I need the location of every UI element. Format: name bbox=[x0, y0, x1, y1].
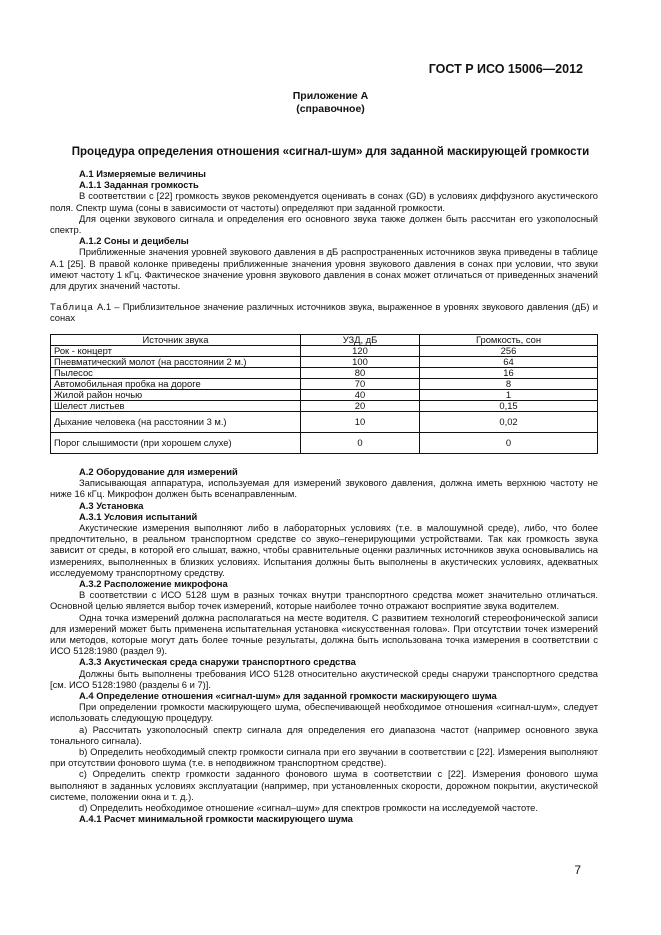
table-row bbox=[51, 401, 598, 412]
cell-loudness: 16 bbox=[420, 368, 598, 379]
cell-source: Порог слышимости (при хорошем слухе) bbox=[51, 433, 301, 454]
heading-a3: А.3 Установка bbox=[79, 499, 144, 511]
table-caption bbox=[50, 301, 598, 323]
table-caption-text: А.1 – Приблизительное значение различных источников звука, выраженное в уровнях звукового давления (дБ) и сонах bbox=[50, 301, 598, 324]
annex-title: Приложение А bbox=[292, 90, 369, 102]
cell-spl: 20 bbox=[301, 401, 420, 412]
heading-a3-2: А.3.2 Расположение микрофона bbox=[79, 578, 228, 590]
annex-heading bbox=[0, 90, 661, 116]
heading-a4-1: А.4.1 Расчет минимальной громкости маскирующего шума bbox=[79, 813, 353, 825]
list-item-d: d) Определить необходимое отношение «сигнал–шум» для спектров громкости на исследуемой частоте. bbox=[79, 802, 538, 814]
cell-source: Автомобильная пробка на дороге bbox=[51, 379, 301, 390]
list-item-a: a) Рассчитать узкополосный спектр сигнала для определения его диапазона частот (например основного звука тонального сигнала). bbox=[50, 723, 598, 746]
table-row bbox=[51, 368, 598, 379]
heading-a1-1: А.1.1 Заданная громкость bbox=[79, 179, 199, 191]
heading-a1: А.1 Измеряемые величины bbox=[79, 168, 206, 179]
table-row bbox=[51, 357, 598, 368]
column-header-source: Источник звука bbox=[51, 335, 301, 346]
annex-subtitle: (справочное) bbox=[296, 103, 365, 115]
list-item-b: b) Определить необходимый спектр громкости сигнала при его звучании в соответствии с [22]. Измерения выполняют при отсутствии фонового шума (т.е. в неподвижном транспортном средстве). bbox=[50, 746, 598, 769]
cell-spl: 100 bbox=[301, 357, 420, 368]
cell-source: Пневматический молот (на расстоянии 2 м.) bbox=[51, 357, 301, 368]
table-row bbox=[51, 390, 598, 401]
cell-spl: 0 bbox=[301, 433, 420, 454]
table-row bbox=[51, 346, 598, 357]
cell-spl: 10 bbox=[301, 412, 420, 433]
heading-a3-1: А.3.1 Условия испытаний bbox=[79, 510, 198, 522]
heading-a1-2: А.1.2 Соны и децибелы bbox=[79, 235, 189, 247]
paragraph: Одна точка измерений должна располагаться на месте водителя. С развитием технологий стереофонической записи для измерений может быть применена испытательная установка «искусственная голова». При отсутствии точек измерений или методов, которые могут дать более точные результаты, должна быть использована точка измерения в соответствии с bbox=[50, 611, 598, 646]
paragraph: При определении громкости маскирующего шума, обеспечивающей необходимое отношения «сигнал-шум», следует использовать следующую процедуру. bbox=[50, 701, 598, 724]
table-caption-label: Таблица bbox=[50, 301, 94, 313]
paragraph: Акустические измерения выполняют либо в лабораторных условиях (т.е. в малошумной среде), либо, что более предпочтительно, в реальном транспортном средстве со звуко–генерирующими устройствами. Так как громкость звука зависит от среды, в которой его слышат, важно, чтобы сравнительные оценки различных источников звука основывались на измерениях, выполненных в близких условиях. Испытания должны быть выполнены в акустических условиях, адекватных исследуемому транспортному средству. bbox=[50, 522, 598, 578]
paragraph: Должны быть выполнены требования ИСО 5128 относительно акустической среды снаружи транспортного средства [см. ИСО 5128:1980 (разделы 6 и 7)]. bbox=[50, 667, 598, 690]
cell-loudness: 8 bbox=[420, 379, 598, 390]
table-row bbox=[51, 433, 598, 454]
paragraph-end: ИСО 5128:1980 (раздел 9). bbox=[50, 645, 168, 657]
document-title: Процедура определения отношения «сигнал-шум» для заданной маскирующей громкости bbox=[71, 146, 590, 158]
cell-source: Дыхание человека (на расстоянии 3 м.) bbox=[51, 412, 301, 433]
paragraph: В соответствии с ИСО 5128 шум в разных точках внутри транспортного средства может значительно отличаться. Основной целью является выбор точек измерений, которые наиболее точно отражают восприятие звука водителем. bbox=[50, 589, 598, 612]
sound-sources-table bbox=[50, 334, 598, 454]
paragraph: В соответствии с [22] громкость звуков рекомендуется оценивать в сонах (GD) в условиях диффузного акустического поля. Спектр шума (соны в зависимости от частоты) определяют при заданной громкости. bbox=[50, 190, 598, 213]
paragraph: Для оценки звукового сигнала и определения его основного звука также должен быть рассчитан его узкополосный спектр. bbox=[50, 212, 598, 236]
cell-spl: 40 bbox=[301, 390, 420, 401]
standard-header: ГОСТ Р ИСО 15006—2012 bbox=[428, 62, 583, 76]
page-number: 7 bbox=[574, 863, 581, 877]
cell-spl: 80 bbox=[301, 368, 420, 379]
cell-loudness: 256 bbox=[420, 346, 598, 357]
heading-a3-3: А.3.3 Акустическая среда снаружи транспортного средства bbox=[79, 656, 356, 668]
section-a2-a4 bbox=[50, 466, 598, 825]
cell-source: Пылесос bbox=[51, 368, 301, 379]
cell-loudness: 1 bbox=[420, 390, 598, 401]
list-item-c: c) Определить спектр громкости заданного фонового шума в соответствии с [22]. Измерения фонового шума выполняют в заданных условиях эксплуатации (например, при установленных скорости, дорожном покрытии, акустической системе, положении окна и т. д.). bbox=[50, 768, 598, 802]
column-header-loudness: Громкость, сон bbox=[420, 335, 598, 346]
heading-a4: А.4 Определение отношения «сигнал-шум» для заданной громкости маскирующего шума bbox=[79, 690, 497, 702]
cell-loudness: 0 bbox=[420, 433, 598, 454]
table-row bbox=[51, 412, 598, 433]
table-row bbox=[51, 379, 598, 390]
cell-loudness: 0,15 bbox=[420, 401, 598, 412]
cell-source: Шелест листьев bbox=[51, 401, 301, 412]
cell-spl: 70 bbox=[301, 379, 420, 390]
cell-source: Жилой район ночью bbox=[51, 390, 301, 401]
heading-a2: А.2 Оборудование для измерений bbox=[79, 466, 238, 477]
paragraph: Приближенные значения уровней звукового давления в дБ распространенных источников звука приведены в таблице А.1 [25]. В правой колонке приведены приближенные значения уровня звукового давления в сонах при условии, что звуки имеют частоту 1 кГц. Фактическое значение уровня звукового давления в сонах может отличаться от приведенных значений для других значений частоты. bbox=[50, 246, 598, 292]
cell-loudness: 0,02 bbox=[420, 412, 598, 433]
cell-spl: 120 bbox=[301, 346, 420, 357]
cell-source: Рок - концерт bbox=[51, 346, 301, 357]
column-header-spl: УЗД, дБ bbox=[301, 335, 420, 346]
section-a1 bbox=[50, 168, 598, 324]
cell-loudness: 64 bbox=[420, 357, 598, 368]
paragraph: Записывающая аппаратура, используемая для измерений звукового давления, должна иметь верхнюю частоту не ниже 16 кГц. Микрофон должен быть всенаправленным. bbox=[50, 477, 598, 500]
table-header-row bbox=[51, 335, 598, 346]
